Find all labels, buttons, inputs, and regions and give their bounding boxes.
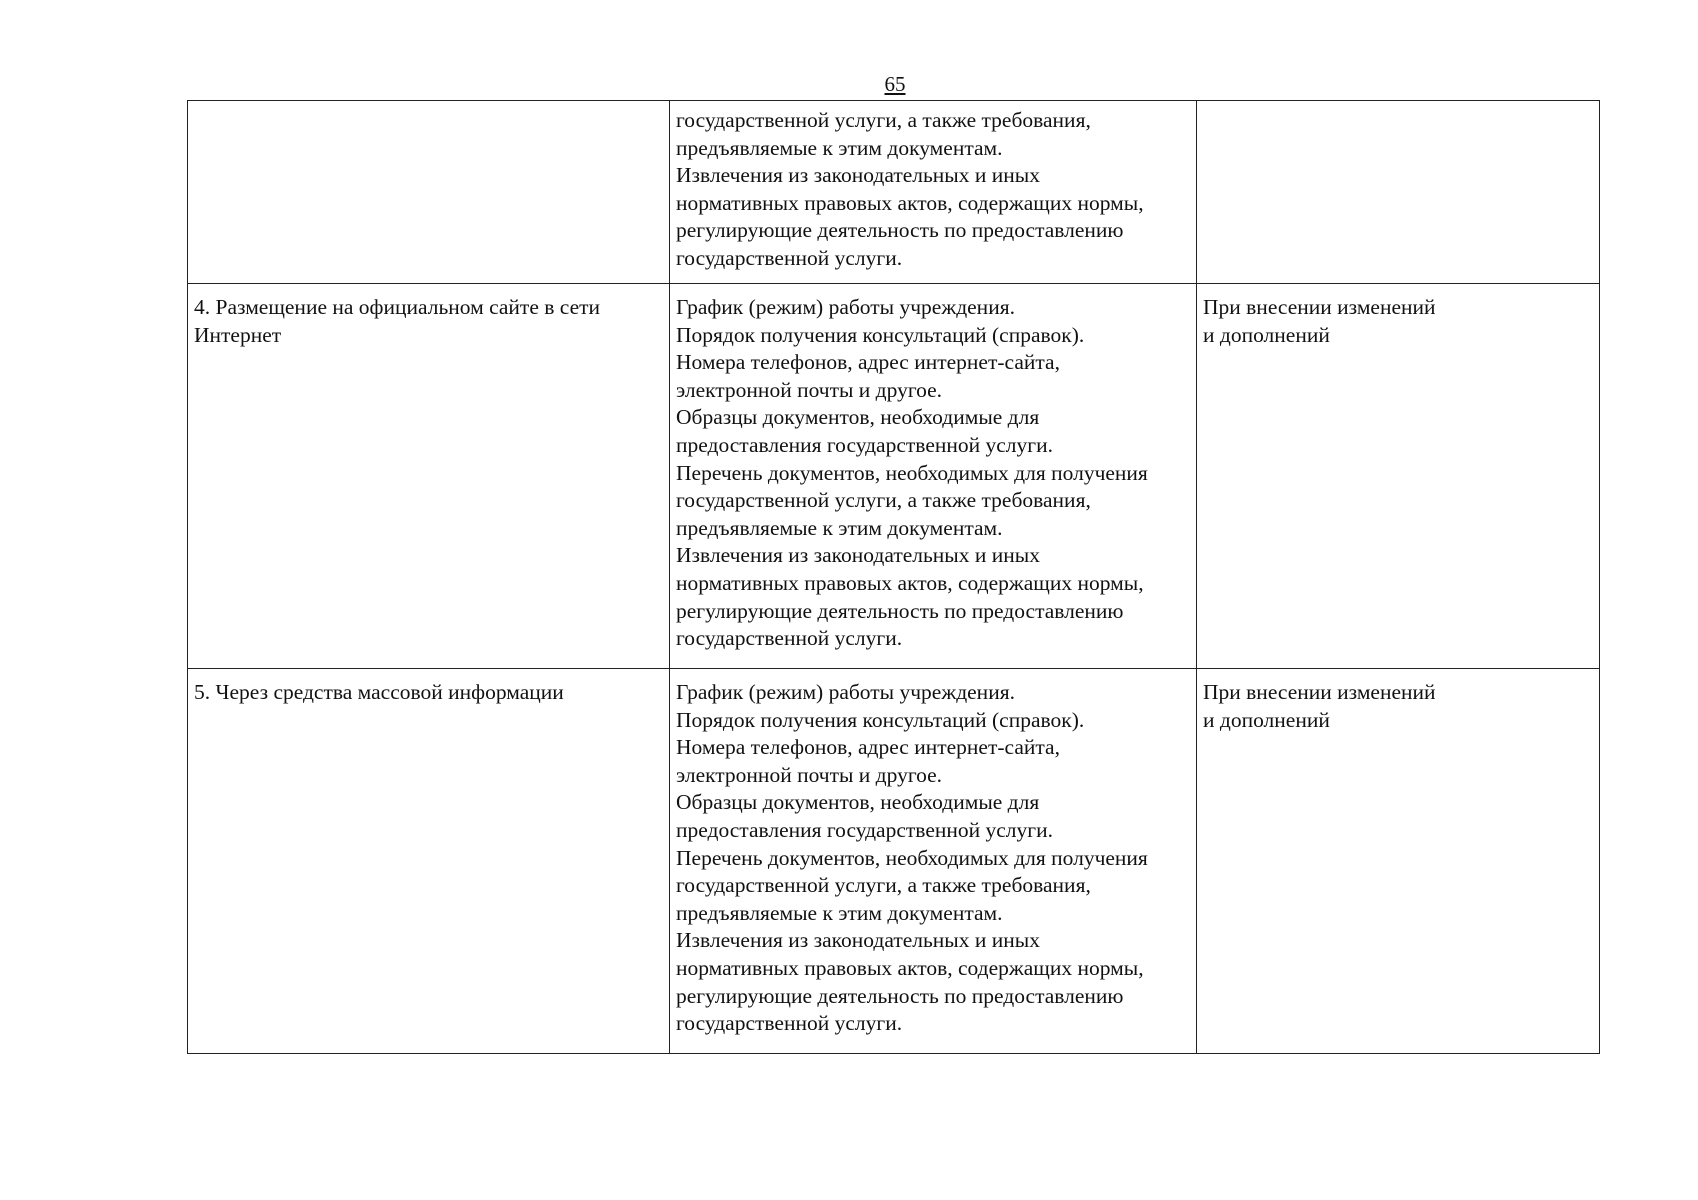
content-line: регулирующие деятельность по предоставлению [676,598,1124,623]
method-line: 4. Размещение на официальном сайте в сети [194,295,601,319]
content-line: Извлечения из законодательных и иных [676,163,1040,188]
method-cell [188,284,670,669]
content-line: предъявляемые к этим документам. [676,135,1003,160]
content-line: государственной услуги. [676,245,903,270]
content-line: Перечень документов, необходимых для получения [676,460,1148,485]
method-cell [188,669,670,1054]
content-line: нормативных правовых актов, содержащих нормы, [676,570,1144,595]
frequency-cell [1197,101,1600,284]
content-cell [670,284,1197,669]
method-cell [188,101,670,284]
content-line: Извлечения из законодательных и иных [676,543,1040,568]
content-line: Порядок получения консультаций (справок). [676,322,1085,347]
content-line: Перечень документов, необходимых для получения [676,845,1148,870]
information-table [187,100,1600,1054]
content-line: электронной почты и другое. [676,377,943,402]
content-line: государственной услуги, а также требования, [676,873,1091,898]
table-row [188,284,1600,669]
content-line: Извлечения из законодательных и иных [676,928,1040,953]
content-cell [670,669,1197,1054]
content-line: График (режим) работы учреждения. [676,680,1015,704]
content-line: государственной услуги, а также требования, [676,108,1091,132]
frequency-line: При внесении изменений [1203,295,1436,319]
content-line: государственной услуги, а также требования, [676,488,1091,513]
content-cell [670,101,1197,284]
content-line: предъявляемые к этим документам. [676,515,1003,540]
content-line: График (режим) работы учреждения. [676,295,1015,319]
content-line: регулирующие деятельность по предоставлению [676,218,1124,243]
method-line: 5. Через средства массовой информации [194,680,564,704]
method-line: Интернет [194,322,282,347]
content-line: Образцы документов, необходимые для [676,790,1040,815]
content-line: предоставления государственной услуги. [676,817,1053,842]
frequency-cell [1197,284,1600,669]
page-number: 65 [884,72,906,96]
frequency-line: и дополнений [1203,322,1330,347]
content-line: предоставления государственной услуги. [676,432,1053,457]
content-line: государственной услуги. [676,1011,903,1036]
content-line: регулирующие деятельность по предоставлению [676,983,1124,1008]
content-line: Номера телефонов, адрес интернет-сайта, [676,735,1060,760]
frequency-cell [1197,669,1600,1054]
frequency-line: При внесении изменений [1203,680,1436,704]
table-row [188,101,1600,284]
table-row [188,669,1600,1054]
content-line: государственной услуги. [676,626,903,651]
content-line: Образцы документов, необходимые для [676,405,1040,430]
content-line: предъявляемые к этим документам. [676,900,1003,925]
content-line: Порядок получения консультаций (справок). [676,707,1085,732]
frequency-line: и дополнений [1203,707,1330,732]
content-line: нормативных правовых актов, содержащих нормы, [676,190,1144,215]
content-line: нормативных правовых актов, содержащих нормы, [676,955,1144,980]
content-line: Номера телефонов, адрес интернет-сайта, [676,350,1060,375]
content-line: электронной почты и другое. [676,762,943,787]
